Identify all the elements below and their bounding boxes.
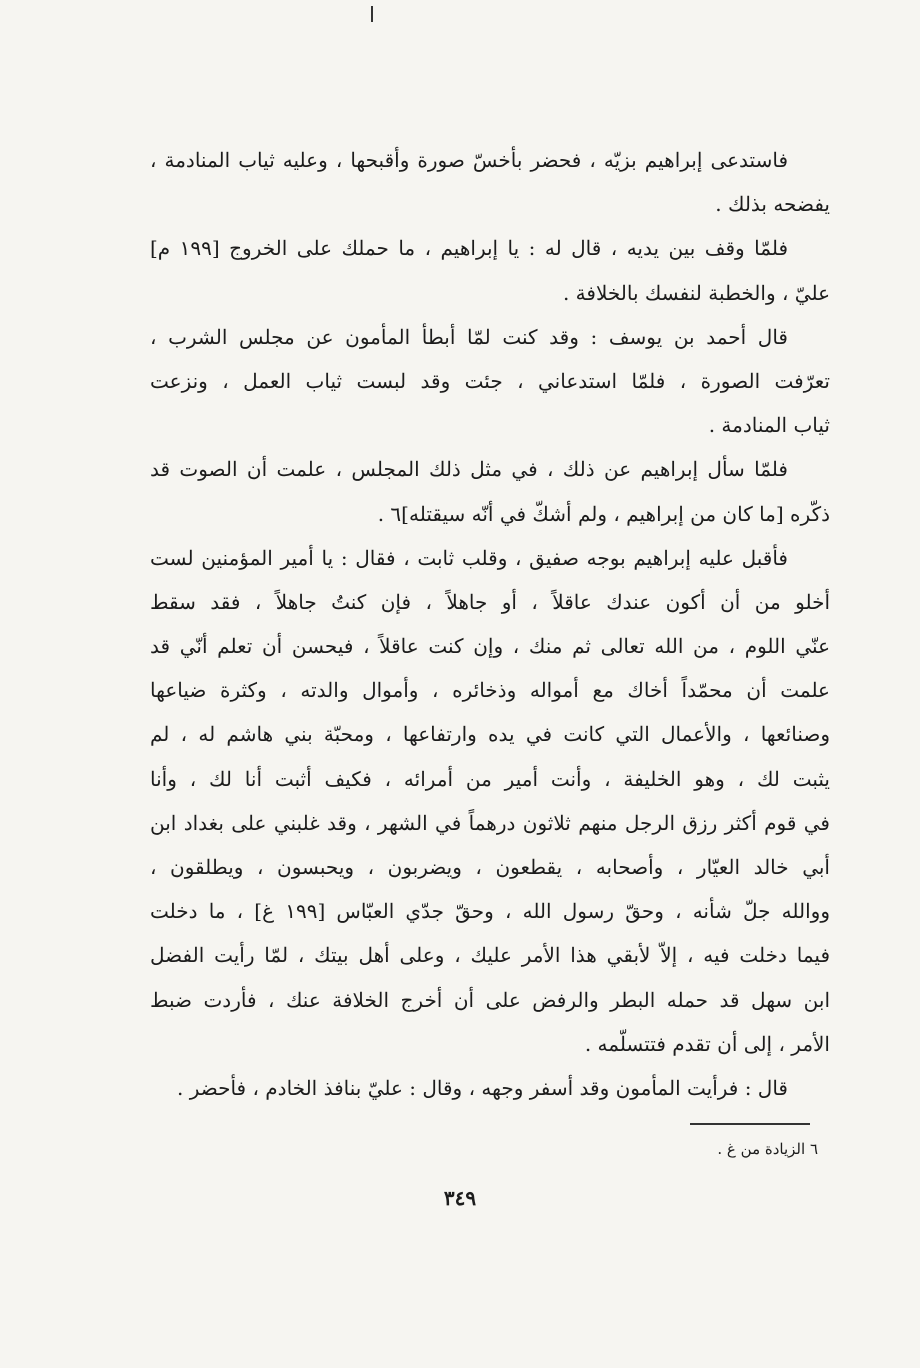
text-line: فاستدعى إبراهيم بزيّه ، فحضر بأخسّ صورة وأقبحها ، وعليه ثياب المنادمة ، (150, 148, 788, 172)
text-line: عنّي اللوم ، من الله تعالى ثم منك ، وإن كنت عاقلاً ، فيحسن أن تعلم أنّي قد (150, 634, 830, 659)
text-line: ذكّره [ما كان من إبراهيم ، ولم أشكّ في أنّه سيقتله]٦ . (377, 501, 830, 526)
text-line: فأقبل عليه إبراهيم بوجه صفيق ، وقلب ثابت ، فقال : يا أمير المؤمنين لست (150, 545, 788, 570)
footnote-divider (690, 1123, 810, 1125)
text-line: الأمر ، إلى أن تقدم فتتسلّمه . (584, 1031, 830, 1056)
text-line: يفضحه بذلك . (715, 192, 830, 217)
body-text (150, 138, 830, 1110)
text-line: علمت أن محمّداً أخاك مع أمواله وذخائره ، وأموال والدته ، وكثرة ضياعها (150, 678, 830, 703)
text-line: أبي خالد العيّار ، وأصحابه ، يقطعون ، ويضربون ، ويحبسون ، ويطلقون ، (150, 855, 830, 879)
text-line: ووالله جلّ شأنه ، وحقّ رسول الله ، وحقّ جدّي العبّاس [١٩٩ غ] ، ما دخلت (150, 899, 830, 924)
text-line: فيما دخلت فيه ، إلاّ لأبقي هذا الأمر عليك ، وعلى أهل بيتك ، لمّا رأيت الفضل (150, 943, 830, 968)
page-number: ٣٤٩ (443, 1186, 477, 1210)
text-line: أخلو من أن أكون عندك عاقلاً ، أو جاهلاً ، فإن كنتُ جاهلاً ، فقد سقط (150, 589, 830, 614)
text-line: ثياب المنادمة . (708, 413, 830, 438)
text-line: فلمّا وقف بين يديه ، قال له : يا إبراهيم ، ما حملك على الخروج [١٩٩ م] (150, 236, 789, 261)
binding-mark (371, 6, 373, 22)
text-line: تعرّفت الصورة ، فلمّا استدعاني ، جئت وقد لبست ثياب العمل ، ونزعت (150, 368, 830, 393)
text-line: يثبت لك ، وهو الخليفة ، وأنت أمير من أمرائه ، فكيف أثبت أنا لك ، وأنا (150, 766, 830, 791)
text-line: قال أحمد بن يوسف : وقد كنت لمّا أبطأ المأمون عن مجلس الشرب ، (150, 324, 788, 349)
text-line: فلمّا سأل إبراهيم عن ذلك ، في مثل ذلك المجلس ، علمت أن الصوت قد (150, 457, 788, 482)
text-line: قال : فرأيت المأمون وقد أسفر وجهه ، وقال : عليّ بنافذ الخادم ، فأحضر . (177, 1075, 788, 1100)
text-line: عليّ ، والخطبة لنفسك بالخلافة . (562, 280, 830, 305)
text-line: وصنائعها ، والأعمال التي كانت في يده وارتفاعها ، ومحبّة بني هاشم له ، لم (150, 722, 830, 747)
text-line: في قوم أكثر رزق الرجل منهم ثلاثون درهماً في الشهر ، وقد غلبني على بغداد ابن (150, 810, 830, 835)
footnote: ٦ الزيادة من غ . (717, 1140, 818, 1158)
text-line: ابن سهل قد حمله البطر والرفض على أن أخرج الخلافة عنك ، فأردت ضبط (150, 987, 830, 1012)
